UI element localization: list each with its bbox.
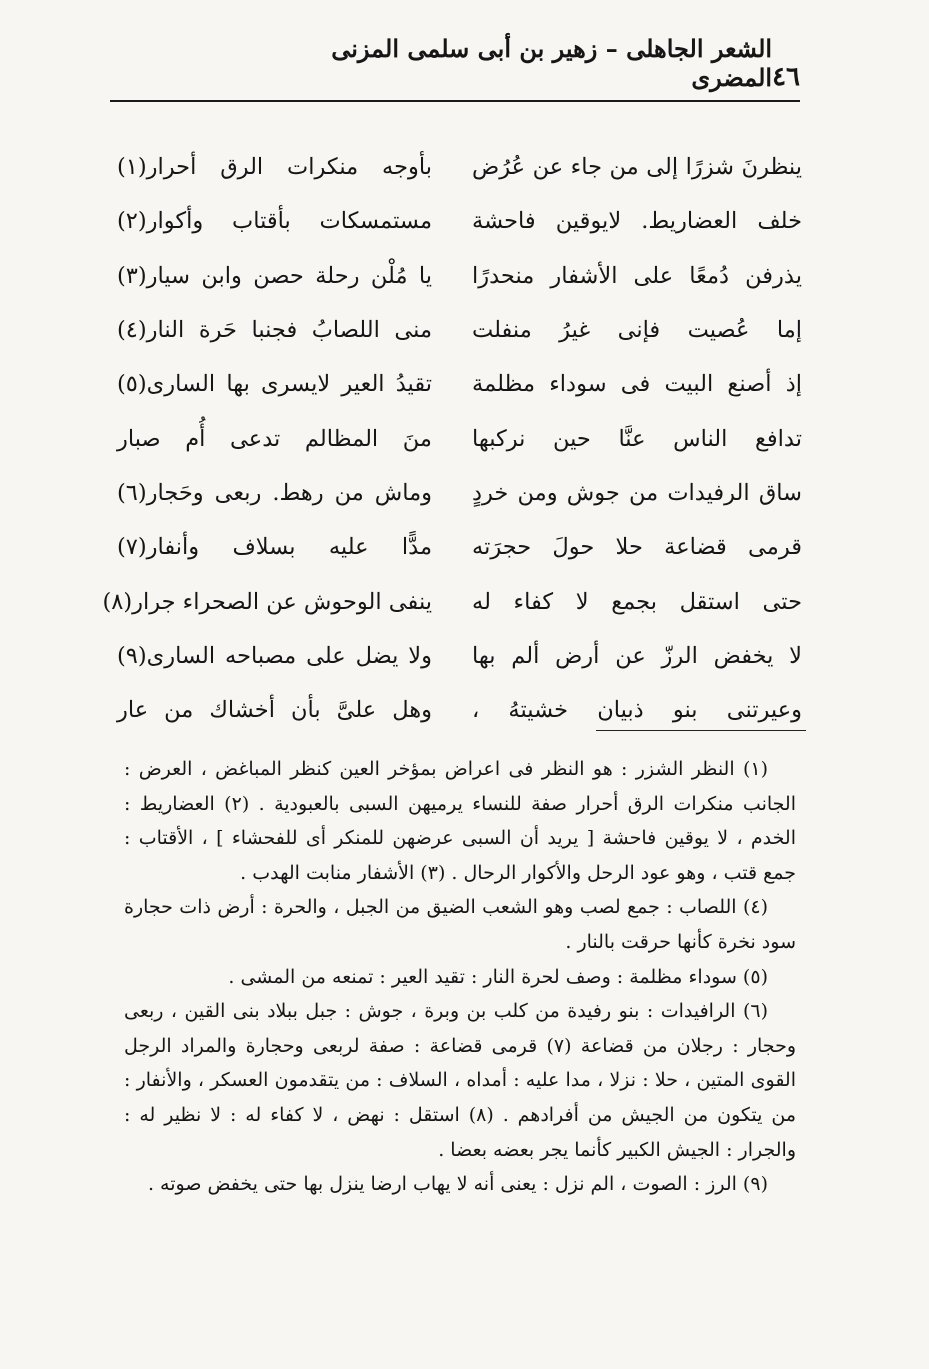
page-number: ٤٦ <box>772 62 800 92</box>
verse-second-hemistich: وهل علىَّ بأن أخشاك من عار <box>117 697 432 724</box>
footnote: (١) النظر الشزر : هو النظر فى اعراض بمؤخر العين كنظر المباغض ، العرض : الجانب منكرات الرق أحرار صفة للنساء يرميهن السبى بالعبودية . (٢) العضاريط : الخدم ، لا يوقين فاحشة [ يريد أن السبى عرضهن للمنكر أى للفحشاء ] ، الأقتاب : جمع قتب ، وهو عود الرحل والأكوار الرحال . (٣) الأشفار منابت الهدب . <box>124 758 796 884</box>
verse-first-hemistich: وعيرتنى بنو ذبيان خشيتهُ ، <box>472 697 802 724</box>
verse-first-hemistich: قرمى قضاعة حلا حولَ حجرَته <box>472 534 802 561</box>
verse-first-hemistich: حتى استقل بجمع لا كفاء له <box>472 588 802 615</box>
verse <box>112 249 802 303</box>
verse-first-hemistich: إذ أصنع البيت فى سوداء مظلمة <box>472 371 802 398</box>
verse-second-hemistich: ولا يضل على مصباحه السارى(٩) <box>117 642 432 669</box>
verse-second-hemistich: مستمسكات بأقتاب وأكوار(٢) <box>117 208 432 235</box>
poem <box>102 140 802 737</box>
verse-second-hemistich: وماش من رهط. ربعى وحَجار(٦) <box>117 479 432 506</box>
verse <box>112 629 802 683</box>
footnote: (٤) اللصاب : جمع لصب وهو الشعب الضيق من الجبل ، والحرة : أرض ذات حجارة سود نخرة كأنها حرقت بالنار . <box>124 896 796 953</box>
verse-first-hemistich: تدافع الناس عنَّا حين نركبها <box>472 425 802 452</box>
verse-second-hemistich: ينفى الوحوش عن الصحراء جرار(٨) <box>102 588 432 615</box>
verse-first-hemistich: خلف العضاريط. لايوقين فاحشة <box>472 208 802 235</box>
verse-first-hemistich: يذرفن دُمعًا على الأشفار منحدرًا <box>472 262 802 289</box>
verse-second-hemistich: بأوجه منكرات الرق أحرار(١) <box>117 154 432 181</box>
verse <box>102 574 802 628</box>
verse-first-hemistich: لا يخفض الرزّ عن أرض ألم بها <box>472 642 802 669</box>
verse-second-hemistich: يا مُلْن رحلة حصن وابن سيار(٣) <box>117 262 432 289</box>
header-rule <box>110 100 800 102</box>
footnote: (٩) الرز : الصوت ، الم نزل : يعنى أنه لا يهاب ارضا ينزل بها حتى يخفض صوته . <box>147 1173 768 1196</box>
verse <box>112 140 802 194</box>
verse-first-hemistich: ساق الرفيدات من جوش ومن خردٍ <box>472 479 802 506</box>
footnote: (٥) سوداء مظلمة : وصف لحرة النار : تقيد العير : تمنعه من المشى . <box>228 965 768 988</box>
verse-second-hemistich: منَ المظالم تدعى أُم صبار <box>117 425 432 452</box>
verse <box>112 466 802 520</box>
verse-second-hemistich: تقيدُ العير لايسرى بها السارى(٥) <box>117 371 432 398</box>
verse-first-hemistich: ينظرنَ شزرًا إلى من جاء عن عُرُض <box>472 154 802 181</box>
footnotes <box>124 752 796 1202</box>
verse <box>112 194 802 248</box>
page-header <box>110 34 800 92</box>
verse <box>112 357 802 411</box>
verse <box>112 303 802 357</box>
verse-first-hemistich: إما عُصيت فإنى غيرُ منفلت <box>472 317 802 344</box>
verse-second-hemistich: منى اللصابُ فجنبا حَرة النار(٤) <box>117 317 432 344</box>
verse-second-hemistich: مدًّا عليه بسلاف وأنفار(٧) <box>117 534 432 561</box>
verse <box>112 411 802 465</box>
verse <box>112 520 802 574</box>
running-title: الشعر الجاهلى – زهير بن أبى سلمى المزنى المضرى <box>331 34 773 92</box>
footnote-rule <box>596 730 806 731</box>
footnote: (٦) الرافيدات : بنو رفيدة من كلب بن وبرة ، جوش : جبل ببلاد بنى القين ، ربعى وحجار : رجلان من قضاعة (٧) قرمى قضاعة : صفة لربعى وحجارة والمراد الرجل القوى المتين ، حلا : نزلا ، مدا عليه : أمداه ، السلاف : من يتقدمون العسكر ، والأنفار : من يتكون من الجيش من أفرادهم . (٨) استقل : نهض ، لا كفاء له : لا نظير له : والجرار : الجيش الكبير كأنما يجر بعضه بعضا . <box>124 1000 796 1161</box>
